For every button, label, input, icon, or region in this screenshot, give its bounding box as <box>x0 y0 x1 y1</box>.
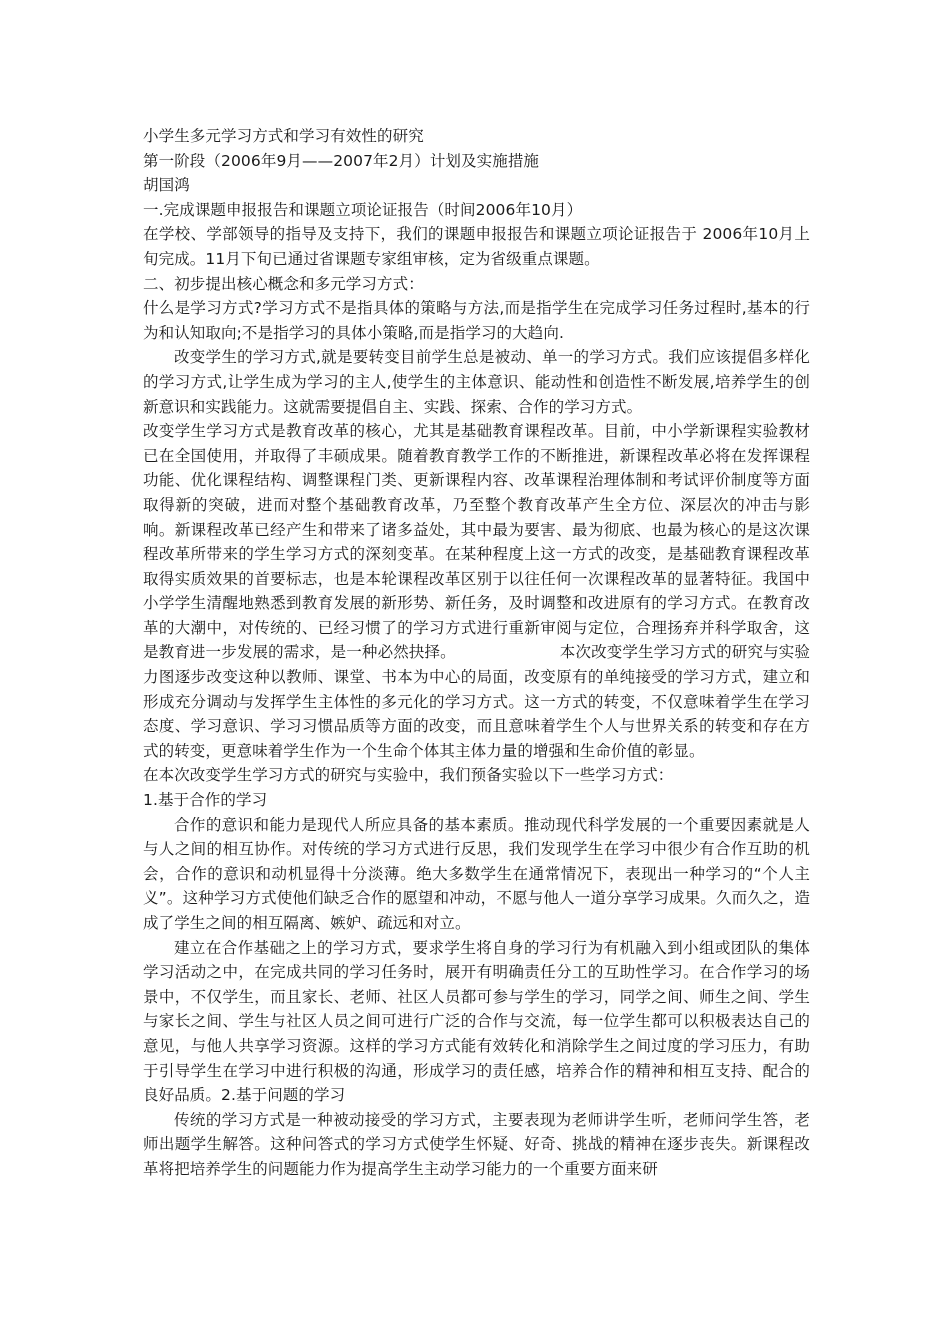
document-page <box>143 124 810 1182</box>
core-paragraph <box>143 419 810 763</box>
methods-intro: 在本次改变学生学习方式的研究与实验中，我们预备实验以下一些学习方式： <box>143 766 674 785</box>
section1-heading: 一.完成课题申报报告和课题立项论证报告（时间2006年10月） <box>143 200 583 219</box>
core-paragraph-part2: 本次改变学生学习方式的研究与实验力图逐步改变这种以教师、课堂、书本为中心的局面，改变原有的单纯接受的学习方式，建立和形成充分调动与发挥学生主体性的多元化的学习方式。这一方式的转变，不仅意味着学生在学习态度、学习意识、学习习惯品质等方面的改变，而且意味着学生个人与世界关系的转变和存在方式的转变，更意味着学生作为一个生命个体其主体力量的增强和生命价值的彰显。 <box>143 643 810 760</box>
problem-paragraph: 传统的学习方式是一种被动接受的学习方式，主要表现为老师讲学生听，老师问学生答，老师出题学生解答。这种问答式的学习方式使学生怀疑、好奇、挑战的精神在逐步丧失。新课程改革将把培养学生的问题能力作为提高学生主动学习能力的一个重要方面来研 <box>143 1110 810 1178</box>
document-title: 小学生多元学习方式和学习有效性的研究 <box>143 127 424 145</box>
phase-line: 第一阶段（2006年9月——2007年2月）计划及实施措施 <box>143 151 540 170</box>
cooperative-paragraph-1: 合作的意识和能力是现代人所应具备的基本素质。推动现代科学发展的一个重要因素就是人与人之间的相互协作。对传统的学习方式进行反思，我们发现学生在学习中很少有合作互助的机会，合作的意识和动机显得十分淡薄。绝大多数学生在通常情况下，表现出一种学习的“个人主义”。这种学习方式使他们缺乏合作的愿望和冲动，不愿与他人一道分享学习成果。久而久之，造成了学生之间的相互隔离、嫉妒、疏远和对立。 <box>143 815 810 932</box>
heading-problem-learning: 2.基于问题的学习 <box>221 1086 346 1105</box>
section2-heading: 二、初步提出核心概念和多元学习方式： <box>143 274 424 293</box>
author-name: 胡国鸿 <box>143 176 190 195</box>
definition-paragraph: 什么是学习方式?学习方式不是指具体的策略与方法,而是指学生在完成学习任务过程时,基本的行为和认知取向;不是指学习的具体小策略,而是指学习的大趋向. <box>143 299 810 342</box>
core-paragraph-part1: 改变学生学习方式是教育改革的核心，尤其是基础教育课程改革。目前，中小学新课程实验教材已在全国使用，并取得了丰硕成果。随着教育教学工作的不断推进，新课程改革必将在发挥课程功能、优化课程结构、调整课程门类、更新课程内容、改革课程治理体制和考试评价制度等方面取得新的突破，进而对整个基础教育改革，乃至整个教育改革产生全方位、深层次的冲击与影响。新课程改革已经产生和带来了诸多益处，其中最为要害、最为彻底、也最为核心的是这次课程改革所带来的学生学习方式的深刻变革。在某种程度上这一方式的改变，是基础教育课程改革取得实质效果的首要标志，也是本轮课程改革区别于以往任何一次课程改革的显著特征。我国中小学学生清醒地熟悉到教育发展的新形势、新任务，及时调整和改进原有的学习方式。在教育改革的大潮中，对传统的、已经习惯了的学习方式进行重新审阅与定位，合理扬弃并科学取舍，这是教育进一步发展的需求，是一种必然抉择。 <box>143 422 810 662</box>
cooperative-paragraph-2 <box>143 936 810 1108</box>
section1-body: 在学校、学部领导的指导及支持下，我们的课题申报报告和课题立项论证报告于 2006年10月上旬完成。11月下旬已通过省课题专家组审核，定为省级重点课题。 <box>143 225 810 268</box>
cooperative-paragraph-2-text: 建立在合作基础之上的学习方式，要求学生将自身的学习行为有机融入到小组或团队的集体学习活动之中，在完成共同的学习任务时，展开有明确责任分工的互助性学习。在合作学习的场景中，不仅学生，而且家长、老师、社区人员都可参与学生的学习，同学之间、师生之间、学生与家长之间、学生与社区人员之间可进行广泛的合作与交流，每一位学生都可以积极表达自己的意见，与他人共享学习资源。这样的学习方式能有效转化和消除学生之间过度的学习压力，有助于引导学生在学习中进行积极的沟通，形成学习的责任感，培养合作的精神和相互支持、配合的良好品质。 <box>143 938 810 1105</box>
heading-cooperative-learning: 1.基于合作的学习 <box>143 791 268 810</box>
change-paragraph: 改变学生的学习方式,就是要转变目前学生总是被动、单一的学习方式。我们应该提倡多样化的学习方式,让学生成为学习的主人,使学生的主体意识、能动性和创造性不断发展,培养学生的创新意识和实践能力。这就需要提倡自主、实践、探索、合作的学习方式。 <box>143 348 810 416</box>
